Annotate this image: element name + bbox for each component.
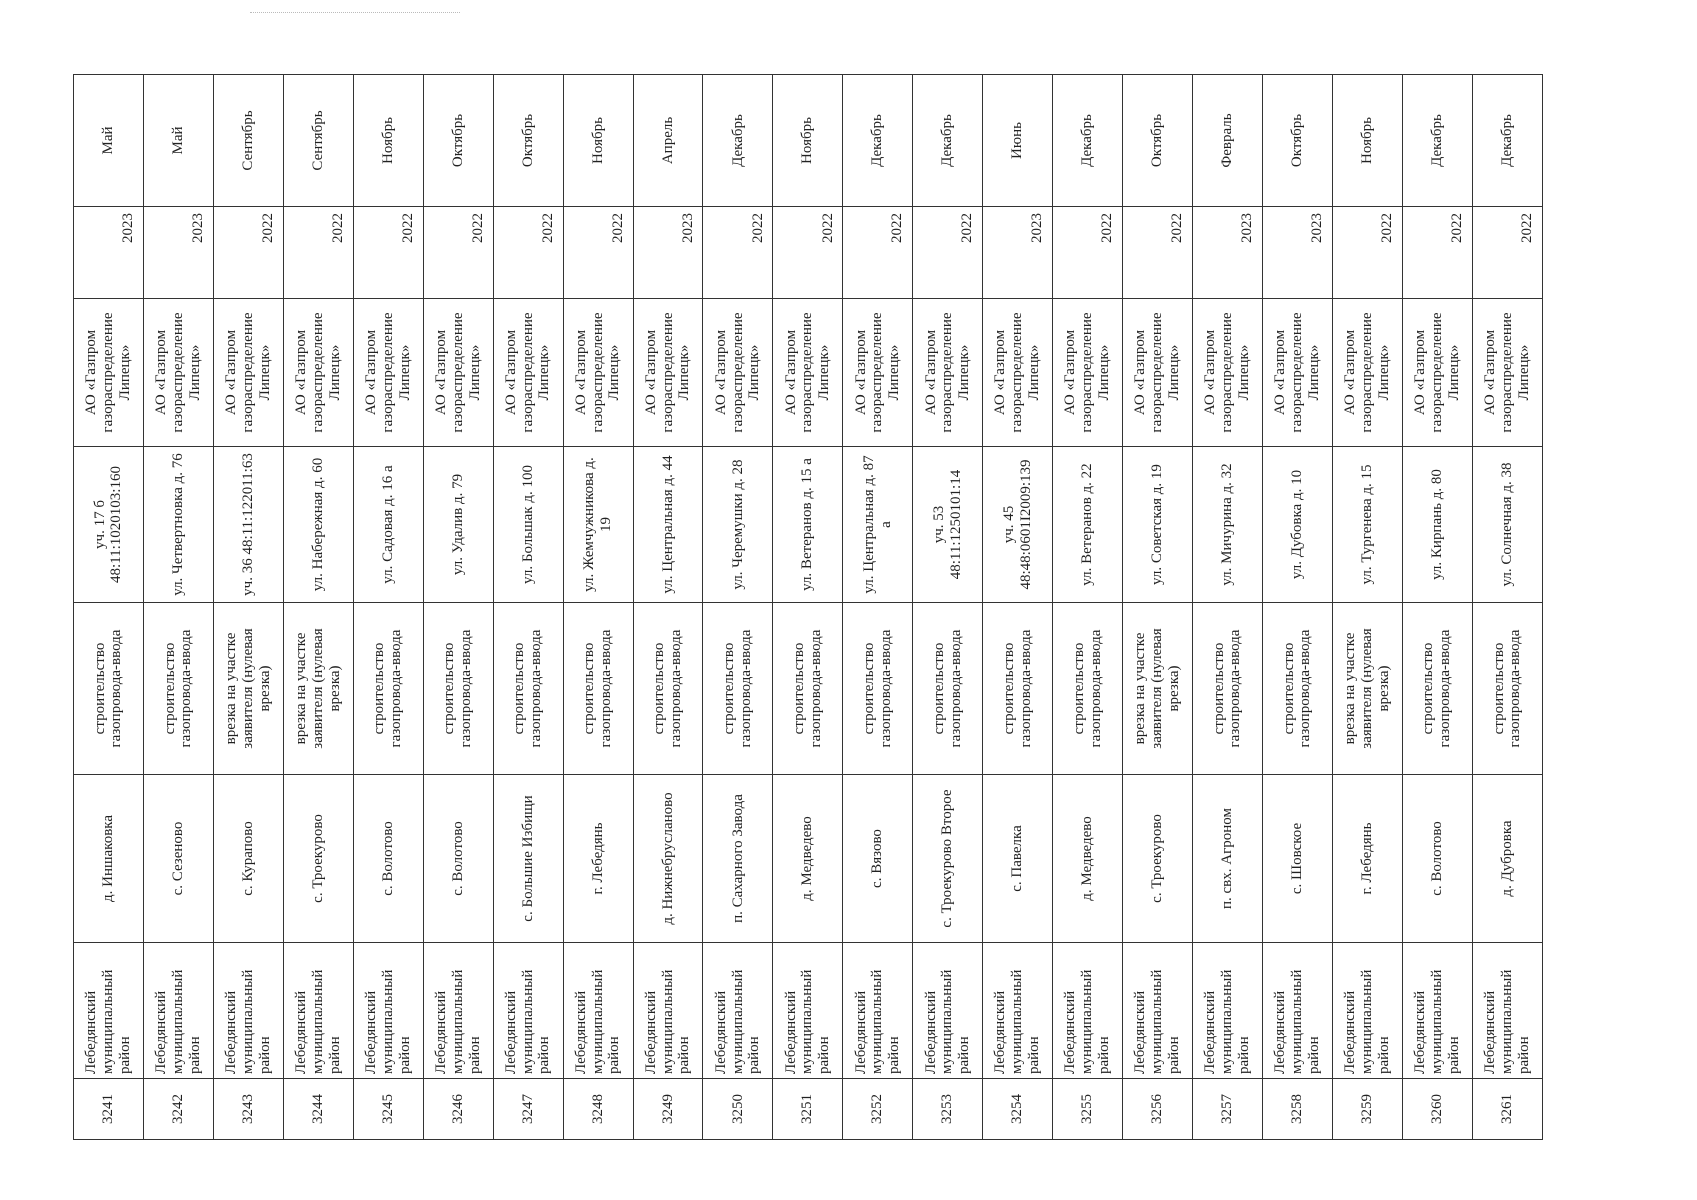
table-row bbox=[1193, 75, 1263, 1140]
district-cell: Лебедянский муниципальный район bbox=[1053, 943, 1123, 1079]
row-number: 3259 bbox=[1332, 1079, 1402, 1140]
month-cell: Октябрь bbox=[1262, 75, 1332, 207]
locality-cell: с. Троекурово Второе bbox=[913, 775, 983, 943]
work-type-cell: строительство газопровода-ввода bbox=[983, 603, 1053, 775]
year-cell: 2022 bbox=[423, 207, 493, 299]
year-cell: 2023 bbox=[143, 207, 213, 299]
row-number: 3242 bbox=[143, 1079, 213, 1140]
year-cell: 2022 bbox=[213, 207, 283, 299]
row-number: 3246 bbox=[423, 1079, 493, 1140]
row-number: 3260 bbox=[1402, 1079, 1472, 1140]
locality-cell: с. Троекурово bbox=[1123, 775, 1193, 943]
organization-cell: АО «Газпром газораспределение Липецк» bbox=[493, 299, 563, 447]
organization-cell: АО «Газпром газораспределение Липецк» bbox=[843, 299, 913, 447]
month-cell: Ноябрь bbox=[353, 75, 423, 207]
row-number: 3243 bbox=[213, 1079, 283, 1140]
year-cell: 2023 bbox=[1193, 207, 1263, 299]
district-cell: Лебедянский муниципальный район bbox=[283, 943, 353, 1079]
locality-cell: с. Шовское bbox=[1262, 775, 1332, 943]
locality-cell: г. Лебедянь bbox=[563, 775, 633, 943]
district-cell: Лебедянский муниципальный район bbox=[563, 943, 633, 1079]
organization-cell: АО «Газпром газораспределение Липецк» bbox=[1262, 299, 1332, 447]
locality-cell: п. свх. Агроном bbox=[1193, 775, 1263, 943]
row-number: 3257 bbox=[1193, 1079, 1263, 1140]
district-cell: Лебедянский муниципальный район bbox=[74, 943, 144, 1079]
table-row bbox=[1123, 75, 1193, 1140]
work-type-cell: строительство газопровода-ввода bbox=[1053, 603, 1123, 775]
year-cell: 2022 bbox=[843, 207, 913, 299]
row-number: 3241 bbox=[74, 1079, 144, 1140]
address-cell: ул. Кирпань д. 80 bbox=[1402, 447, 1472, 603]
row-number: 3254 bbox=[983, 1079, 1053, 1140]
table-row bbox=[74, 75, 144, 1140]
row-number: 3251 bbox=[773, 1079, 843, 1140]
year-cell: 2022 bbox=[283, 207, 353, 299]
organization-cell: АО «Газпром газораспределение Липецк» bbox=[1123, 299, 1193, 447]
work-type-cell: строительство газопровода-ввода bbox=[1262, 603, 1332, 775]
month-cell: Февраль bbox=[1193, 75, 1263, 207]
address-cell: уч. 36 48:11:122011:63 bbox=[213, 447, 283, 603]
work-type-cell: строительство газопровода-ввода bbox=[773, 603, 843, 775]
locality-cell: д. Нижнебрусланово bbox=[633, 775, 703, 943]
table-row bbox=[1262, 75, 1332, 1140]
district-cell: Лебедянский муниципальный район bbox=[423, 943, 493, 1079]
rotated-table-container bbox=[73, 75, 1543, 1140]
address-cell: ул. Тургенева д. 15 bbox=[1332, 447, 1402, 603]
month-cell: Май bbox=[74, 75, 144, 207]
district-cell: Лебедянский муниципальный район bbox=[493, 943, 563, 1079]
district-cell: Лебедянский муниципальный район bbox=[913, 943, 983, 1079]
organization-cell: АО «Газпром газораспределение Липецк» bbox=[563, 299, 633, 447]
work-type-cell: строительство газопровода-ввода bbox=[353, 603, 423, 775]
address-cell: ул. Черемушки д. 28 bbox=[703, 447, 773, 603]
table-row bbox=[353, 75, 423, 1140]
work-type-cell: строительство газопровода-ввода bbox=[843, 603, 913, 775]
gas-connection-table bbox=[73, 74, 1543, 1140]
work-type-cell: строительство газопровода-ввода bbox=[913, 603, 983, 775]
district-cell: Лебедянский муниципальный район bbox=[143, 943, 213, 1079]
work-type-cell: строительство газопровода-ввода bbox=[423, 603, 493, 775]
address-cell: ул. Солнечная д. 38 bbox=[1472, 447, 1542, 603]
year-cell: 2023 bbox=[983, 207, 1053, 299]
row-number: 3256 bbox=[1123, 1079, 1193, 1140]
locality-cell: с. Павелка bbox=[983, 775, 1053, 943]
year-cell: 2022 bbox=[703, 207, 773, 299]
locality-cell: д. Медведево bbox=[773, 775, 843, 943]
month-cell: Апрель bbox=[633, 75, 703, 207]
year-cell: 2022 bbox=[773, 207, 843, 299]
year-cell: 2023 bbox=[633, 207, 703, 299]
address-cell: ул. Набережная д. 60 bbox=[283, 447, 353, 603]
district-cell: Лебедянский муниципальный район bbox=[213, 943, 283, 1079]
organization-cell: АО «Газпром газораспределение Липецк» bbox=[1332, 299, 1402, 447]
locality-cell: д. Иншаковка bbox=[74, 775, 144, 943]
work-type-cell: строительство газопровода-ввода bbox=[493, 603, 563, 775]
table-row bbox=[423, 75, 493, 1140]
work-type-cell: врезка на участке заявителя (нулевая врезка) bbox=[213, 603, 283, 775]
year-cell: 2023 bbox=[1262, 207, 1332, 299]
work-type-cell: строительство газопровода-ввода bbox=[633, 603, 703, 775]
table-body bbox=[74, 75, 1543, 1140]
row-number: 3252 bbox=[843, 1079, 913, 1140]
organization-cell: АО «Газпром газораспределение Липецк» bbox=[1193, 299, 1263, 447]
organization-cell: АО «Газпром газораспределение Липецк» bbox=[423, 299, 493, 447]
row-number: 3253 bbox=[913, 1079, 983, 1140]
organization-cell: АО «Газпром газораспределение Липецк» bbox=[1472, 299, 1542, 447]
row-number: 3250 bbox=[703, 1079, 773, 1140]
table-row bbox=[1472, 75, 1542, 1140]
address-cell: ул. Ветеранов д. 15 а bbox=[773, 447, 843, 603]
address-cell: уч. 53 48:11:1250101:14 bbox=[913, 447, 983, 603]
month-cell: Сентябрь bbox=[213, 75, 283, 207]
district-cell: Лебедянский муниципальный район bbox=[353, 943, 423, 1079]
row-number: 3249 bbox=[633, 1079, 703, 1140]
locality-cell: с. Волотово bbox=[423, 775, 493, 943]
address-cell: ул. Центральная д. 44 bbox=[633, 447, 703, 603]
locality-cell: с. Вязово bbox=[843, 775, 913, 943]
locality-cell: д. Медведево bbox=[1053, 775, 1123, 943]
organization-cell: АО «Газпром газораспределение Липецк» bbox=[1402, 299, 1472, 447]
locality-cell: с. Троекурово bbox=[283, 775, 353, 943]
row-number: 3245 bbox=[353, 1079, 423, 1140]
month-cell: Ноябрь bbox=[773, 75, 843, 207]
district-cell: Лебедянский муниципальный район bbox=[633, 943, 703, 1079]
month-cell: Ноябрь bbox=[1332, 75, 1402, 207]
locality-cell: г. Лебедянь bbox=[1332, 775, 1402, 943]
district-cell: Лебедянский муниципальный район bbox=[1332, 943, 1402, 1079]
row-number: 3247 bbox=[493, 1079, 563, 1140]
address-cell: ул. Удалив д. 79 bbox=[423, 447, 493, 603]
month-cell: Декабрь bbox=[1053, 75, 1123, 207]
table-row bbox=[633, 75, 703, 1140]
table-row bbox=[773, 75, 843, 1140]
row-number: 3255 bbox=[1053, 1079, 1123, 1140]
year-cell: 2022 bbox=[1123, 207, 1193, 299]
row-number: 3244 bbox=[283, 1079, 353, 1140]
work-type-cell: строительство газопровода-ввода bbox=[563, 603, 633, 775]
address-cell: ул. Мичурина д. 32 bbox=[1193, 447, 1263, 603]
address-cell: ул. Садовая д. 16 а bbox=[353, 447, 423, 603]
year-cell: 2022 bbox=[1472, 207, 1542, 299]
district-cell: Лебедянский муниципальный район bbox=[703, 943, 773, 1079]
organization-cell: АО «Газпром газораспределение Липецк» bbox=[633, 299, 703, 447]
year-cell: 2022 bbox=[1332, 207, 1402, 299]
locality-cell: с. Волотово bbox=[1402, 775, 1472, 943]
year-cell: 2022 bbox=[913, 207, 983, 299]
district-cell: Лебедянский муниципальный район bbox=[1123, 943, 1193, 1079]
district-cell: Лебедянский муниципальный район bbox=[1472, 943, 1542, 1079]
locality-cell: с. Курапово bbox=[213, 775, 283, 943]
organization-cell: АО «Газпром газораспределение Липецк» bbox=[983, 299, 1053, 447]
table-row bbox=[283, 75, 353, 1140]
organization-cell: АО «Газпром газораспределение Липецк» bbox=[703, 299, 773, 447]
organization-cell: АО «Газпром газораспределение Липецк» bbox=[213, 299, 283, 447]
year-cell: 2022 bbox=[563, 207, 633, 299]
district-cell: Лебедянский муниципальный район bbox=[1193, 943, 1263, 1079]
scan-artifact-line bbox=[250, 12, 460, 13]
table-row bbox=[493, 75, 563, 1140]
month-cell: Июнь bbox=[983, 75, 1053, 207]
locality-cell: д. Дубровка bbox=[1472, 775, 1542, 943]
address-cell: ул. Ветеранов д. 22 bbox=[1053, 447, 1123, 603]
row-number: 3261 bbox=[1472, 1079, 1542, 1140]
year-cell: 2023 bbox=[74, 207, 144, 299]
organization-cell: АО «Газпром газораспределение Липецк» bbox=[283, 299, 353, 447]
month-cell: Сентябрь bbox=[283, 75, 353, 207]
district-cell: Лебедянский муниципальный район bbox=[773, 943, 843, 1079]
address-cell: уч. 45 48:48:0601I2009:139 bbox=[983, 447, 1053, 603]
address-cell: ул. Дубовка д. 10 bbox=[1262, 447, 1332, 603]
row-number: 3248 bbox=[563, 1079, 633, 1140]
locality-cell: п. Сахарного Завода bbox=[703, 775, 773, 943]
address-cell: ул. Советская д. 19 bbox=[1123, 447, 1193, 603]
address-cell: ул. Большак д. 100 bbox=[493, 447, 563, 603]
table-row bbox=[563, 75, 633, 1140]
year-cell: 2022 bbox=[1053, 207, 1123, 299]
district-cell: Лебедянский муниципальный район bbox=[1262, 943, 1332, 1079]
work-type-cell: строительство газопровода-ввода bbox=[1472, 603, 1542, 775]
work-type-cell: врезка на участке заявителя (нулевая врезка) bbox=[1332, 603, 1402, 775]
address-cell: ул. Четвертновка д. 76 bbox=[143, 447, 213, 603]
address-cell: ул. Центральная д. 87 а bbox=[843, 447, 913, 603]
work-type-cell: врезка на участке заявителя (нулевая врезка) bbox=[1123, 603, 1193, 775]
district-cell: Лебедянский муниципальный район bbox=[983, 943, 1053, 1079]
organization-cell: АО «Газпром газораспределение Липецк» bbox=[773, 299, 843, 447]
table-row bbox=[213, 75, 283, 1140]
month-cell: Май bbox=[143, 75, 213, 207]
month-cell: Декабрь bbox=[913, 75, 983, 207]
year-cell: 2022 bbox=[353, 207, 423, 299]
year-cell: 2022 bbox=[493, 207, 563, 299]
address-cell: уч. 17 б 48:11:1020103:160 bbox=[74, 447, 144, 603]
table-row bbox=[703, 75, 773, 1140]
row-number: 3258 bbox=[1262, 1079, 1332, 1140]
organization-cell: АО «Газпром газораспределение Липецк» bbox=[143, 299, 213, 447]
address-cell: ул. Жемчужникова д. 19 bbox=[563, 447, 633, 603]
organization-cell: АО «Газпром газораспределение Липецк» bbox=[353, 299, 423, 447]
work-type-cell: строительство газопровода-ввода bbox=[1193, 603, 1263, 775]
locality-cell: с. Сезеново bbox=[143, 775, 213, 943]
locality-cell: с. Большие Избищи bbox=[493, 775, 563, 943]
organization-cell: АО «Газпром газораспределение Липецк» bbox=[1053, 299, 1123, 447]
table-row bbox=[1402, 75, 1472, 1140]
year-cell: 2022 bbox=[1402, 207, 1472, 299]
work-type-cell: строительство газопровода-ввода bbox=[143, 603, 213, 775]
month-cell: Ноябрь bbox=[563, 75, 633, 207]
organization-cell: АО «Газпром газораспределение Липецк» bbox=[913, 299, 983, 447]
locality-cell: с. Волотово bbox=[353, 775, 423, 943]
month-cell: Декабрь bbox=[1402, 75, 1472, 207]
table-row bbox=[1332, 75, 1402, 1140]
table-row bbox=[1053, 75, 1123, 1140]
work-type-cell: врезка на участке заявителя (нулевая врезка) bbox=[283, 603, 353, 775]
work-type-cell: строительство газопровода-ввода bbox=[74, 603, 144, 775]
month-cell: Декабрь bbox=[843, 75, 913, 207]
month-cell: Декабрь bbox=[703, 75, 773, 207]
table-row bbox=[843, 75, 913, 1140]
table-row bbox=[983, 75, 1053, 1140]
work-type-cell: строительство газопровода-ввода bbox=[1402, 603, 1472, 775]
month-cell: Декабрь bbox=[1472, 75, 1542, 207]
month-cell: Октябрь bbox=[1123, 75, 1193, 207]
work-type-cell: строительство газопровода-ввода bbox=[703, 603, 773, 775]
month-cell: Октябрь bbox=[493, 75, 563, 207]
table-row bbox=[913, 75, 983, 1140]
organization-cell: АО «Газпром газораспределение Липецк» bbox=[74, 299, 144, 447]
district-cell: Лебедянский муниципальный район bbox=[1402, 943, 1472, 1079]
month-cell: Октябрь bbox=[423, 75, 493, 207]
district-cell: Лебедянский муниципальный район bbox=[843, 943, 913, 1079]
table-row bbox=[143, 75, 213, 1140]
